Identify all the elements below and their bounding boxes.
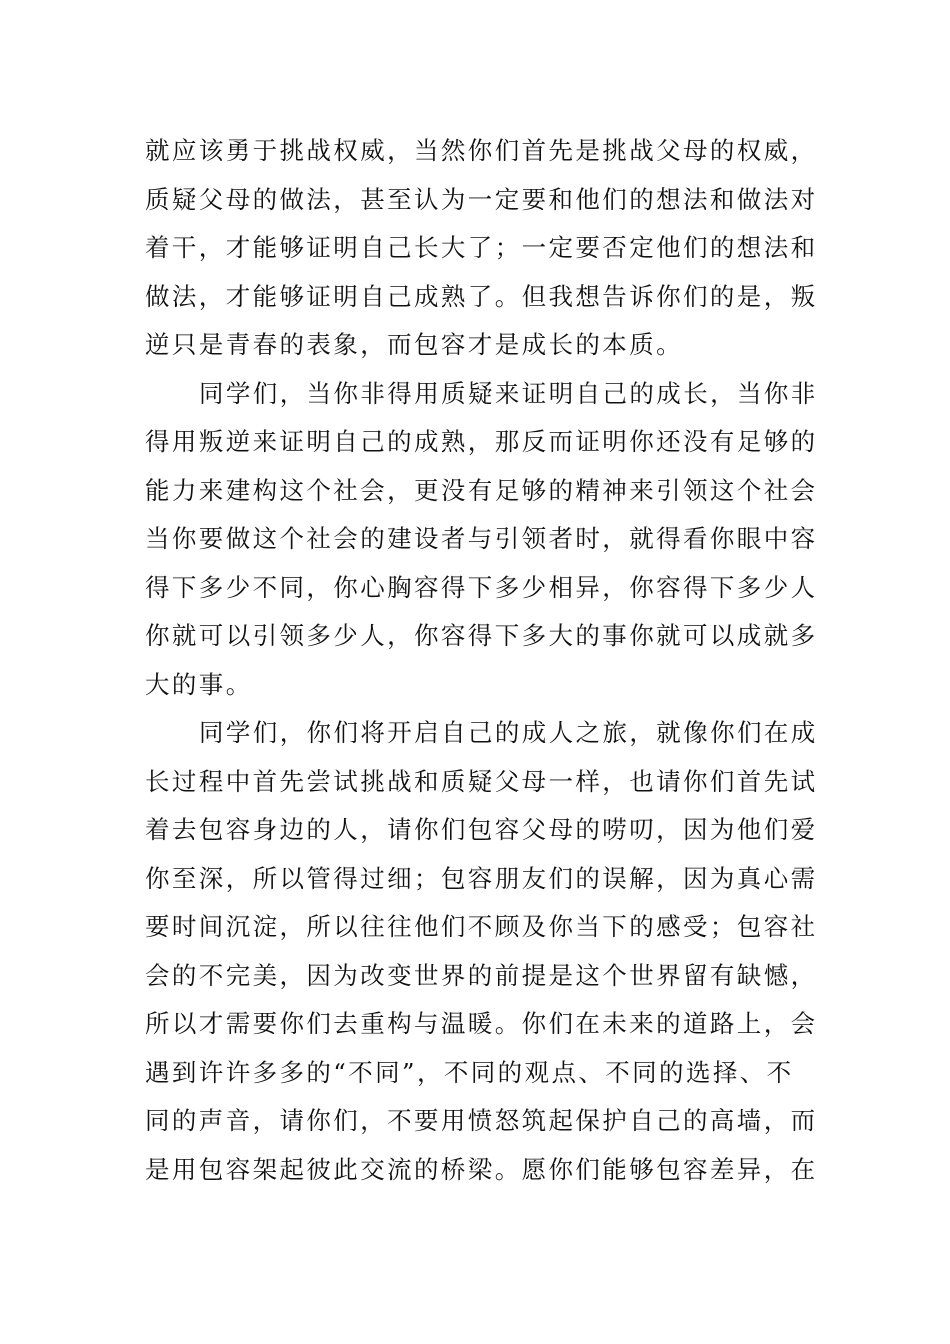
paragraph-2 — [145, 370, 818, 710]
document-body — [145, 127, 818, 1194]
text-line: 同学们，当你非得用质疑来证明自己的成长，当你非 — [199, 378, 818, 408]
text-line: 会的不完美，因为改变世界的前提是这个世界留有缺憾， — [145, 960, 818, 990]
text-line: 你就可以引领多少人，你容得下多大的事你就可以成就多 — [145, 621, 818, 650]
text-line: 能力来建构这个社会，更没有足够的精神来引领这个社会 — [145, 475, 818, 505]
paragraph-1 — [145, 127, 818, 370]
text-line: 要时间沉淀，所以往往他们不顾及你当下的感受；包容社 — [145, 912, 818, 941]
text-line: 得用叛逆来证明自己的成熟，那反而证明你还没有足够的 — [145, 427, 818, 456]
text-line: 你至深，所以管得过细；包容朋友们的误解，因为真心需 — [145, 863, 818, 893]
text-line: 就应该勇于挑战权威，当然你们首先是挑战父母的权威， — [145, 136, 818, 165]
text-line: 长过程中首先尝试挑战和质疑父母一样，也请你们首先试 — [145, 766, 818, 796]
text-line: 所以才需要你们去重构与温暖。你们在未来的道路上，会 — [145, 1009, 818, 1038]
text-line: 当你要做这个社会的建设者与引领者时，就得看你眼中容 — [145, 524, 818, 553]
text-line: 是用包容架起彼此交流的桥梁。愿你们能够包容差异，在 — [145, 1154, 818, 1184]
text-line: 同学们，你们将开启自己的成人之旅，就像你们在成 — [199, 718, 818, 747]
text-line: 着干，才能够证明自己长大了；一定要否定他们的想法和 — [145, 233, 818, 262]
text-line: 逆只是青春的表象，而包容才是成长的本质。 — [145, 330, 683, 359]
text-line: 质疑父母的做法，甚至认为一定要和他们的想法和做法对 — [145, 184, 818, 214]
text-line: 做法，才能够证明自己成熟了。但我想告诉你们的是，叛 — [145, 281, 818, 311]
text-line: 得下多少不同，你心胸容得下多少相异，你容得下多少人 — [145, 572, 818, 602]
text-line: 大的事。 — [145, 669, 253, 699]
paragraph-3 — [145, 709, 818, 1194]
text-line: 同的声音，请你们，不要用愤怒筑起保护自己的高墙，而 — [145, 1106, 818, 1135]
text-line: 着去包容身边的人，请你们包容父母的唠叨，因为他们爱 — [145, 815, 818, 844]
text-line: 遇到许许多多的“不同”，不同的观点、不同的选择、不 — [145, 1057, 794, 1087]
